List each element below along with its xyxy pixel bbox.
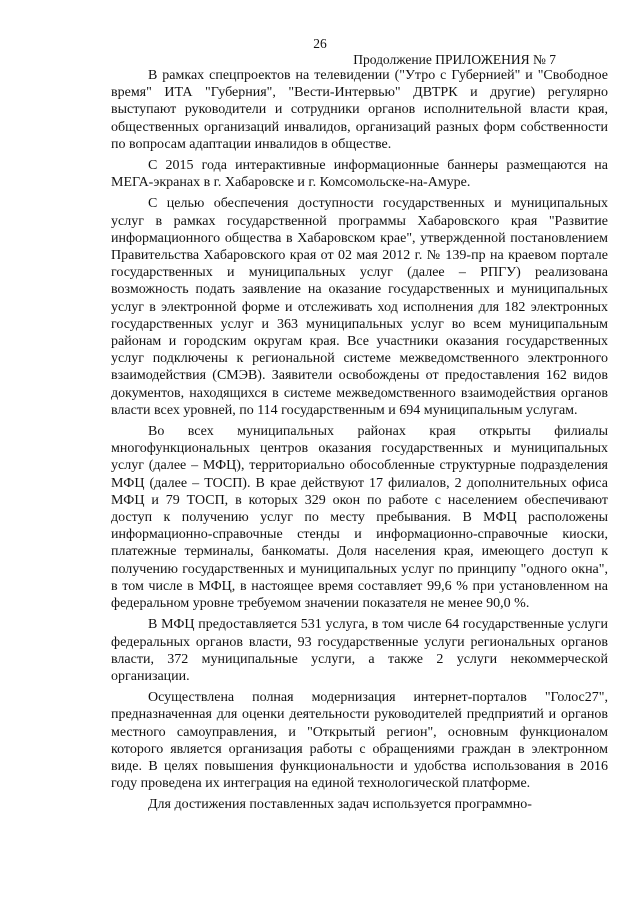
paragraph: Осуществлена полная модернизация интернет-порталов "Голос27", предназначенная для оценки деятельности руководителей предприятий и органов местного самоуправления, и "Открытый регион", основным функционалом которого является организация работы с обращениями граждан в электронном виде. В целях повышения функциональности и удобства использования в 2016 году проведена их интеграция на единой технологической платформе. (111, 690, 608, 792)
paragraph: В рамках спецпроектов на телевидении ("Утро с Губернией" и "Свободное время" ИТА "Губерния", "Вести-Интервью" ДВТРК и другие) регулярно выступают руководители и сотрудники органов исполнительной власти края, общественных организаций инвалидов, организаций разных форм собственности по вопросам адаптации инвалидов в обществе. (111, 68, 608, 152)
paragraph: С 2015 года интерактивные информационные баннеры размещаются на МЕГА-экранах в г. Хабаровске и г. Комсомольске-на-Амуре. (111, 158, 608, 191)
document-body (111, 67, 608, 818)
appendix-continuation-label: Продолжение ПРИЛОЖЕНИЯ № 7 (353, 52, 556, 67)
page-number: 26 (313, 36, 327, 51)
paragraph: Для достижения поставленных задач используется программно- (148, 797, 532, 813)
paragraph: С целью обеспечения доступности государственных и муниципальных услуг в рамках государственной программы Хабаровского края "Развитие информационного общества в Хабаровском крае", утвержденной постановлением Правительства Хабаровского края от 02 мая 2012 г. № 139-пр на краевом портале государственных и муниципальных услуг (далее – РПГУ) реализована возможность подать заявление на оказание государственных и муниципальных услуг в электронной форме и отслеживать ход исполнения для 182 электронных государственных услуг и 363 муниципальных услуг во всем муниципальным районам и городским округам края. Все участники оказания государственных услуг подключены к региональной системе межведомственного электронного взаимодействия (СМЭВ). Заявители освобождены от предоставления 162 видов документов, находящихся в системе межведомственного взаимодействия органов власти всех уровней, по 114 государственным и 694 муниципальным услугам. (111, 196, 608, 418)
paragraph: В МФЦ предоставляется 531 услуга, в том числе 64 государственные услуги федеральных органов власти, 93 государственные услуги региональных органов власти, 372 муниципальные услуги, а также 2 услуги некоммерческой организации. (111, 617, 608, 684)
paragraph: Во всех муниципальных районах края открыты филиалы многофункциональных центров оказания государственных и муниципальных услуг (далее – МФЦ), территориально обособленные структурные подразделения МФЦ (далее – ТОСП). В крае действуют 17 филиалов, 2 дополнительных офиса МФЦ и 79 ТОСП, в которых 329 окон по работе с населением обеспечивают доступ к получению услуг по месту пребывания. В МФЦ расположены информационно-справочные стенды и информационно-справочные киоски, платежные терминалы, банкоматы. Доля населения края, имеющего доступ к получению государственных и муниципальных услуг по принципу "одного окна", в том числе в МФЦ, в настоящее время составляет 99,6 % при установленном на федеральном уровне требуемом значении показателя не менее 90,0 %. (111, 424, 608, 612)
